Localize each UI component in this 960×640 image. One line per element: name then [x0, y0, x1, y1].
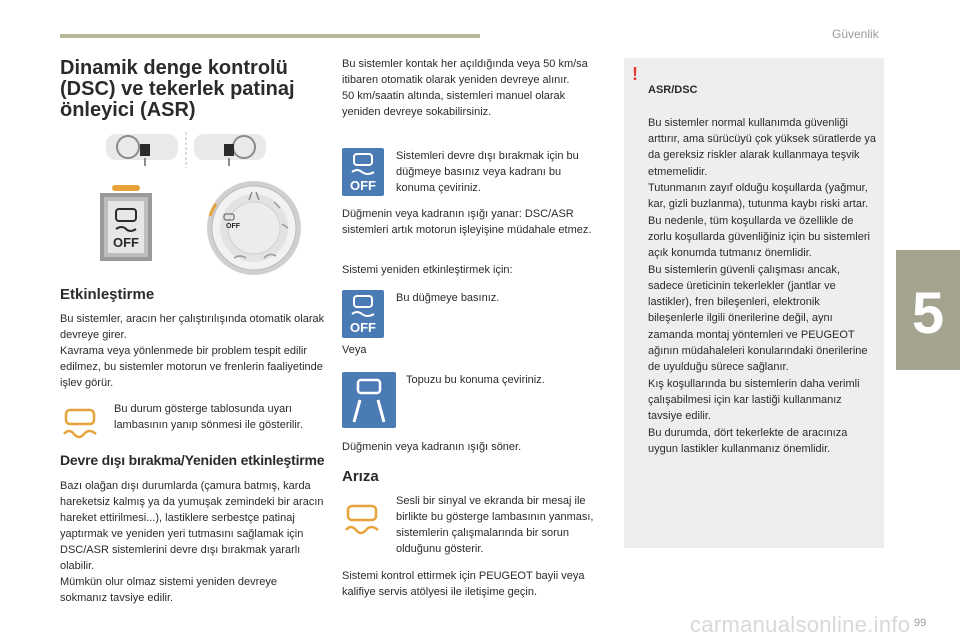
text-press: Bu düğmeye basınız.	[396, 292, 500, 304]
dashboard-illustration	[100, 130, 270, 170]
text-disable: Sistemleri devre dışı bırakmak için bu düğmeye basınız veya kadranı bu konuma çeviriniz.	[396, 150, 579, 194]
chapter-tab	[896, 250, 960, 370]
traction-warning-icon	[60, 404, 100, 444]
text-light-off: Düğmenin veya kadranın ışığı söner.	[342, 441, 522, 453]
heading-fault: Arıza	[342, 468, 379, 485]
notice-heading: ASR/DSC	[648, 84, 698, 97]
chapter-number: 5	[911, 281, 945, 346]
notice-body: Bu sistemler normal kullanımda güvenliği arttırır, ama sürücüyü çok yüksek süratlerde ya da gereksiz riskler alarak kullanmaya teşvik etmemelidir. Tutunmanın zayıf olduğu koşullarda (yağmur, kar, gizli buzlanma), tutunma kaybı riski artar. Bu nedenle, tüm koşullarda ve özellikle de zorlu koşullarda güvenliğiniz için bu sistemleri açık konumda tutmanız önemlidir. Bu sistemlerin güvenli çalışması ancak, sadece üreticinin tekerlekler (jantlar ve lastikler), fren bileşenleri, elektronik bileşenlerle ilgili önerilerine değil, aynı zamanda montaj yöntemleri ve PEUGEOT ağının müdahaleleri konularındaki önerilerine de uyulduğu sürece sağlanır. Kış koşullarında bu sistemlerin daha verimli çalışabilmesi için kar lastiği kullanmanız tavsiye edilir. Bu durumda, dört tekerlekte de aracınıza uygun lastikler kullanmanız önemlidir.	[648, 116, 877, 455]
watermark: carmanualsonline.info	[690, 612, 911, 637]
text-turn-knob: Topuzu bu konuma çeviriniz.	[406, 374, 545, 386]
heading-deactivate: Devre dışı bırakma/Yeniden etkinleştirme	[60, 452, 325, 468]
svg-text:OFF: OFF	[350, 178, 376, 193]
svg-text:OFF: OFF	[350, 320, 376, 335]
dsc-off-icon-2	[342, 290, 384, 338]
dsc-off-icon	[342, 148, 384, 196]
off-label: OFF	[113, 235, 139, 250]
header-rule	[60, 34, 480, 38]
text-deactivate: Bazı olağan dışı durumlarda (çamura batmış, karda hareketsiz kalmış ya da yumuşak zemindeki bir aracın hareket ettirilmesi...), lastiklere serbestçe patinaj yaptırmak ve yeniden yeri tutmasını sağlamak için DSC/ASR sistemlerini devre dışı bırakmak yararlı olabilir. Mümkün olur olmaz sistemi yeniden devreye sokmanız tavsiye edilir.	[60, 480, 324, 604]
section-label: Güvenlik	[832, 27, 879, 41]
text-or: Veya	[342, 344, 367, 356]
page-number: 99	[914, 617, 927, 629]
dsc-off-button-illustration	[100, 183, 152, 263]
text-auto-reactivation: Bu sistemler kontak her açıldığında veya 50 km/sa itibaren otomatik olarak yeniden devreye alınır. 50 km/saatin altında, sistemleri manuel olarak yeniden devreye sokabilirsiniz.	[342, 58, 588, 118]
text-activation: Bu sistemler, aracın her çalıştırılışında otomatik olarak devreye girer. Kavrama veya yönlenmede bir problem tespit edilir edilmez, bu sistemler motorun ve frenlerin faaliyetinde işlev görür.	[60, 313, 325, 389]
text-light-on: Düğmenin veya kadranın ışığı yanar: DSC/ASR sistemleri artık motorun işleyişine müdahale etmez.	[342, 208, 592, 236]
steering-wheel-views-icon	[100, 130, 270, 170]
text-fault: Sesli bir sinyal ve ekranda bir mesaj ile birlikte bu gösterge lambasının yanması, sistemlerin çalışmalarında bir sorun olduğunu gösterir.	[396, 495, 594, 555]
svg-text:OFF: OFF	[226, 223, 240, 230]
normal-mode-icon	[342, 372, 396, 428]
heading-activation: Etkinleştirme	[60, 286, 155, 303]
text-service: Sistemi kontrol ettirmek için PEUGEOT bayii veya kalifiye servis atölyesi ile iletişime geçin.	[342, 570, 585, 598]
text-reactivate: Sistemi yeniden etkinleştirmek için:	[342, 264, 513, 276]
fault-warning-icon	[342, 500, 382, 540]
page-title: Dinamik denge kontrolü (DSC) ve tekerlek patinaj önleyici (ASR)	[60, 57, 295, 121]
warning-exclamation-icon: !	[632, 64, 638, 84]
text-warning-flash: Bu durum gösterge tablosunda uyarı lambasının yanıp sönmesi ile gösterilir.	[114, 403, 303, 431]
notice-content	[648, 66, 878, 473]
drive-mode-knob-illustration	[204, 178, 304, 278]
